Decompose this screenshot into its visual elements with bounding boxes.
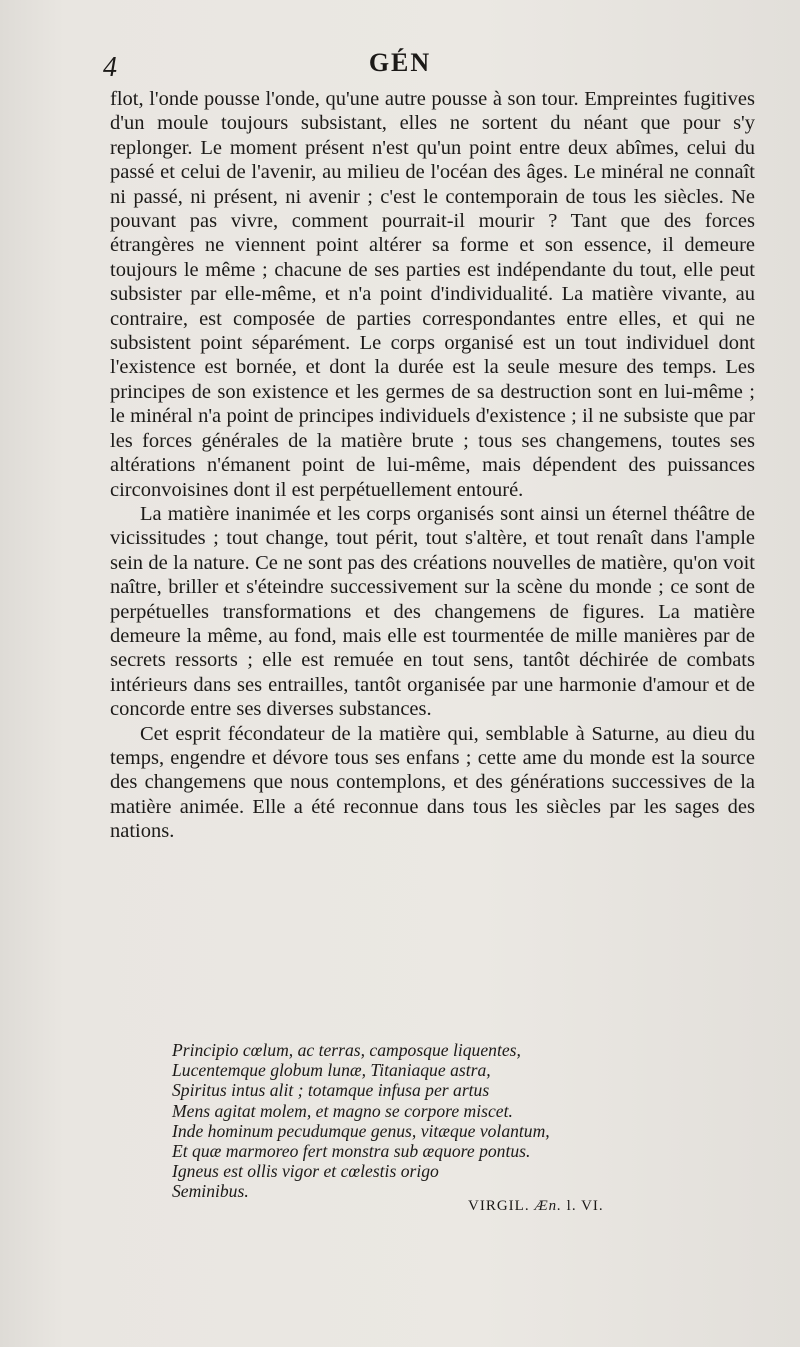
verse-line: Mens agitat molem, et magno se corpore miscet. [172, 1100, 513, 1121]
verse-line: Spiritus intus alit ; totamque infusa per artus [172, 1080, 490, 1101]
verse-line: Seminibus. [172, 1181, 249, 1202]
citation-work: Æn. [534, 1198, 562, 1214]
page-number: 4 [103, 52, 117, 83]
paragraph-2: La matière inanimée et les corps organisés sont ainsi un éternel théâtre de vicissitudes ; tout change, tout périt, tout s'altère, et tout renaît dans l'ample sein de la nature. Ce ne sont pas des créations nouvelles de matière, qu'on voit naître, briller et s'éteindre successivement sur la scène du monde ; ce sont de perpétuelles transformations et des changemens de figures. La matière demeure la même, au fond, mais elle est tourmentée de mille manières par de secrets ressorts ; elle est remuée en tout sens, tantôt déchirée de combats intérieurs dans ses entrailles, tantôt organisée par une harmonie d'amour et de concorde entre ses diverses substances. [110, 502, 755, 721]
verse-quotation [172, 1040, 692, 1202]
running-head: GÉN [368, 48, 432, 77]
citation-author: VIRGIL. [468, 1198, 530, 1214]
citation [468, 1198, 604, 1215]
paragraph-3: Cet esprit fécondateur de la matière qui, semblable à Saturne, au dieu du temps, engendre et dévore tous ses enfans ; cette ame du monde est la source des changemens que nous contemplons, et des générations successives de la matière animée. Elle a été reconnue dans tous les siècles par les sages des nations. [110, 722, 755, 843]
verse-line: Principio cœlum, ac terras, camposque liquentes, [172, 1040, 521, 1060]
body-text [110, 87, 755, 844]
verse-line: Et quæ marmoreo fert monstra sub æquore pontus. [172, 1141, 531, 1162]
citation-book: l. VI. [566, 1198, 604, 1214]
verse-line: Inde hominum pecudumque genus, vitæque volantum, [172, 1120, 550, 1141]
paragraph-1: flot, l'onde pousse l'onde, qu'une autre pousse à son tour. Empreintes fugitives d'un moule toujours subsistant, elles ne sortent du néant que pour s'y replonger. Le moment présent n'est qu'un point entre deux abîmes, celui du passé et celui de l'avenir, au milieu de l'océan des âges. Le minéral ne connaît ni passé, ni présent, ni avenir ; c'est le contemporain de tous les siècles. Ne pouvant pas vivre, comment pourrait-il mourir ? Tant que des forces étrangères ne viennent point altérer sa forme et son essence, il demeure toujours le même ; chacune de ses parties est indépendante du tout, elle peut subsister par elle-même, et n'a point d'individualité. La matière vivante, au contraire, est composée de parties correspondantes entre elles, et qui ne subsistent point séparément. Le corps organisé est un tout individuel dont l'existence est bornée, et dont la durée est la seule mesure des temps. Les principes de son existence et les germes de sa destruction sont en lui-même ; le minéral n'a point de principes individuels d'existence ; il ne subsiste que par les forces générales de la matière brute ; tous ses changemens, toutes ses altérations n'émanent point de lui-même, mais dépendent des puissances circonvoisines dont il est perpétuellement entouré. [110, 88, 755, 501]
verse-line: Igneus est ollis vigor et cœlestis origo [172, 1161, 439, 1182]
verse-line: Lucentemque globum lunæ, Titaniaque astra, [172, 1060, 491, 1081]
